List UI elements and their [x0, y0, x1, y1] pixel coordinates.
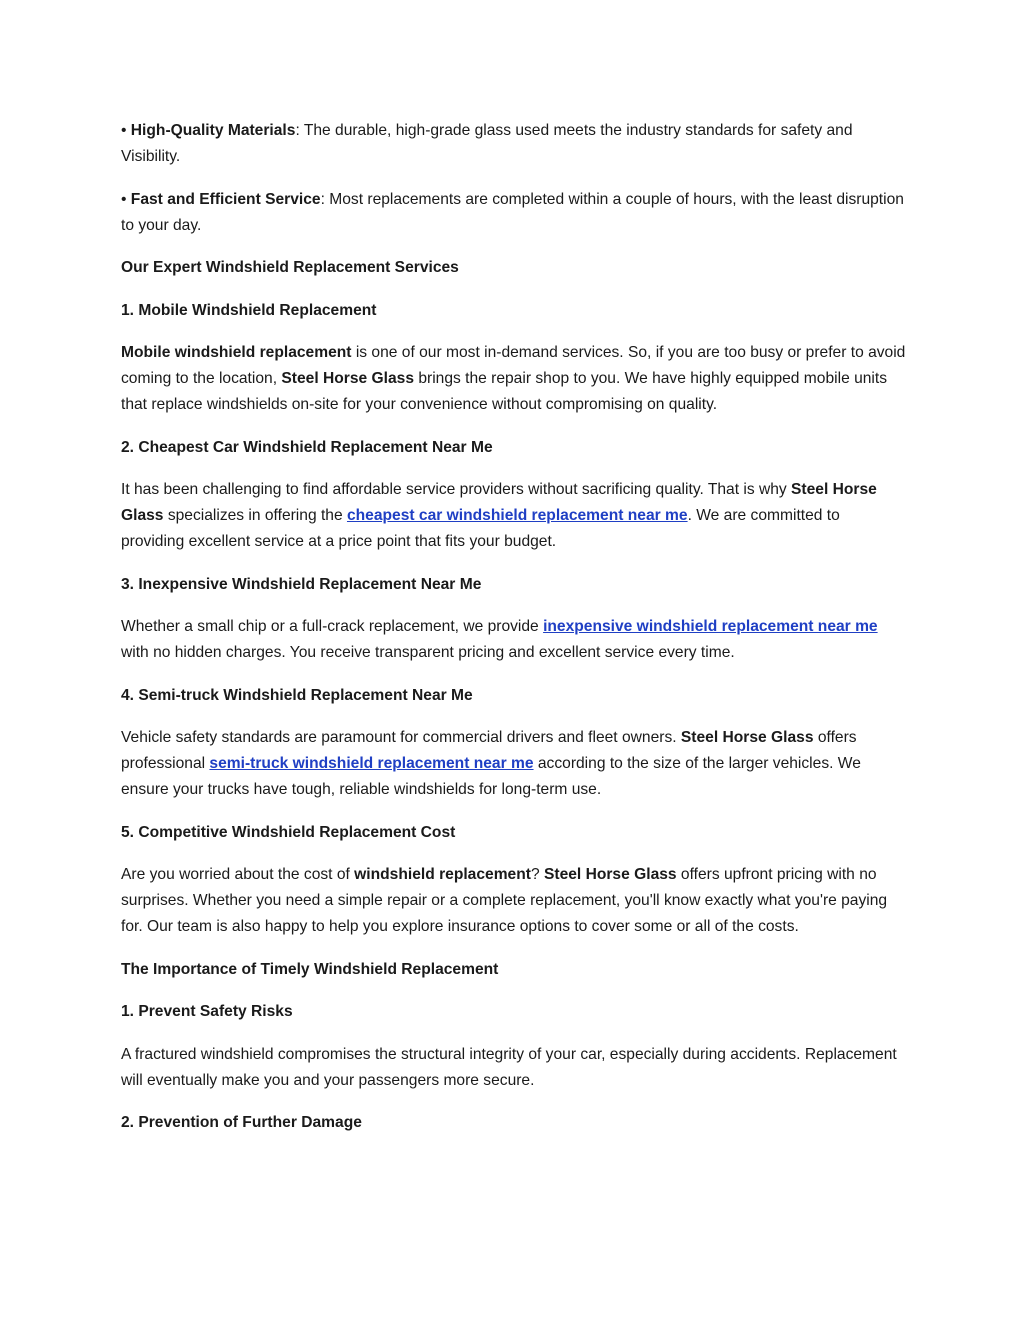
strong-text: Steel Horse Glass: [680, 729, 814, 746]
bullet-term: Fast and Efficient Service: [130, 190, 321, 208]
bullet-marker: •: [121, 122, 131, 139]
subheading-semitruck-replacement: 4. Semi-truck Windshield Replacement Near Me: [121, 686, 473, 704]
body-text: according to the size of the larger vehicles. We ensure your trucks have tough, reliable windshields for long-term use.: [121, 755, 861, 798]
paragraph-cheapest-replacement: [121, 477, 906, 555]
body-text: . We are committed to providing excellent service at a price point that fits your budget.: [121, 507, 840, 550]
body-text: It has been challenging to find affordable service providers without sacrificing quality. That is why: [121, 481, 792, 498]
body-text: ?: [530, 866, 544, 883]
link-semitruck-replacement[interactable]: semi-truck windshield replacement near me: [209, 755, 534, 772]
subheading-prevent-safety-risks: 1. Prevent Safety Risks: [121, 1003, 293, 1020]
strong-text: Steel Horse Glass: [281, 370, 414, 387]
paragraph-replacement-cost: [121, 862, 906, 940]
paragraph-prevent-safety-risks: A fractured windshield compromises the structural integrity of your car, especially during accidents. Replacement will eventually make you and your passengers more secure.: [121, 1045, 897, 1089]
section-heading-services: Our Expert Windshield Replacement Services: [121, 259, 459, 276]
link-cheapest-replacement[interactable]: cheapest car windshield replacement near me: [346, 507, 688, 524]
body-text: Are you worried about the cost of: [121, 866, 355, 883]
bullet-fast-efficient-service: [121, 187, 906, 239]
body-text: offers upfront pricing with no surprises. Whether you need a simple repair or a complete replacement, you'll know exactly what you're paying for. Our team is also happy to help you explore insurance options to cover some or all of the costs.: [121, 866, 888, 935]
strong-text: Steel Horse Glass: [121, 481, 877, 524]
subheading-inexpensive-replacement: 3. Inexpensive Windshield Replacement Near Me: [121, 575, 482, 593]
bullet-text: : The durable, high-grade glass used meets the industry standards for safety and Visibility.: [121, 122, 853, 165]
strong-text: Steel Horse Glass: [543, 866, 677, 883]
strong-text: windshield replacement: [354, 866, 531, 883]
link-inexpensive-replacement[interactable]: inexpensive windshield replacement near me: [543, 618, 878, 635]
body-text: offers professional: [121, 729, 857, 772]
bullet-high-quality-materials: [121, 118, 906, 170]
paragraph-inexpensive-replacement: [121, 614, 906, 666]
section-heading-importance: The Importance of Timely Windshield Replacement: [121, 960, 499, 978]
body-text: specializes in offering the: [163, 507, 347, 524]
document-page: [121, 118, 906, 1153]
bullet-text: : Most replacements are completed within a couple of hours, with the least disruption to your day.: [121, 190, 904, 234]
body-text: is one of our most in-demand services. So, if you are too busy or prefer to avoid coming to the location,: [121, 344, 906, 387]
subheading-mobile-replacement: 1. Mobile Windshield Replacement: [121, 301, 377, 319]
body-text: brings the repair shop to you. We have highly equipped mobile units that replace windshields on-site for your convenience without compromising on quality.: [121, 370, 888, 413]
body-text: Vehicle safety standards are paramount for commercial drivers and fleet owners.: [121, 729, 681, 746]
paragraph-mobile-replacement: [121, 340, 906, 418]
subheading-prevent-further-damage: 2. Prevention of Further Damage: [121, 1114, 362, 1131]
paragraph-semitruck-replacement: [121, 725, 906, 803]
bullet-marker: •: [121, 190, 131, 208]
subheading-replacement-cost: 5. Competitive Windshield Replacement Cost: [121, 823, 456, 841]
body-text: Whether a small chip or a full-crack replacement, we provide: [121, 618, 544, 635]
bullet-term: High-Quality Materials: [130, 122, 296, 139]
body-text: with no hidden charges. You receive transparent pricing and excellent service every time.: [121, 644, 735, 661]
subheading-cheapest-replacement: 2. Cheapest Car Windshield Replacement Near Me: [121, 438, 493, 456]
strong-text: Mobile windshield replacement: [121, 344, 352, 361]
